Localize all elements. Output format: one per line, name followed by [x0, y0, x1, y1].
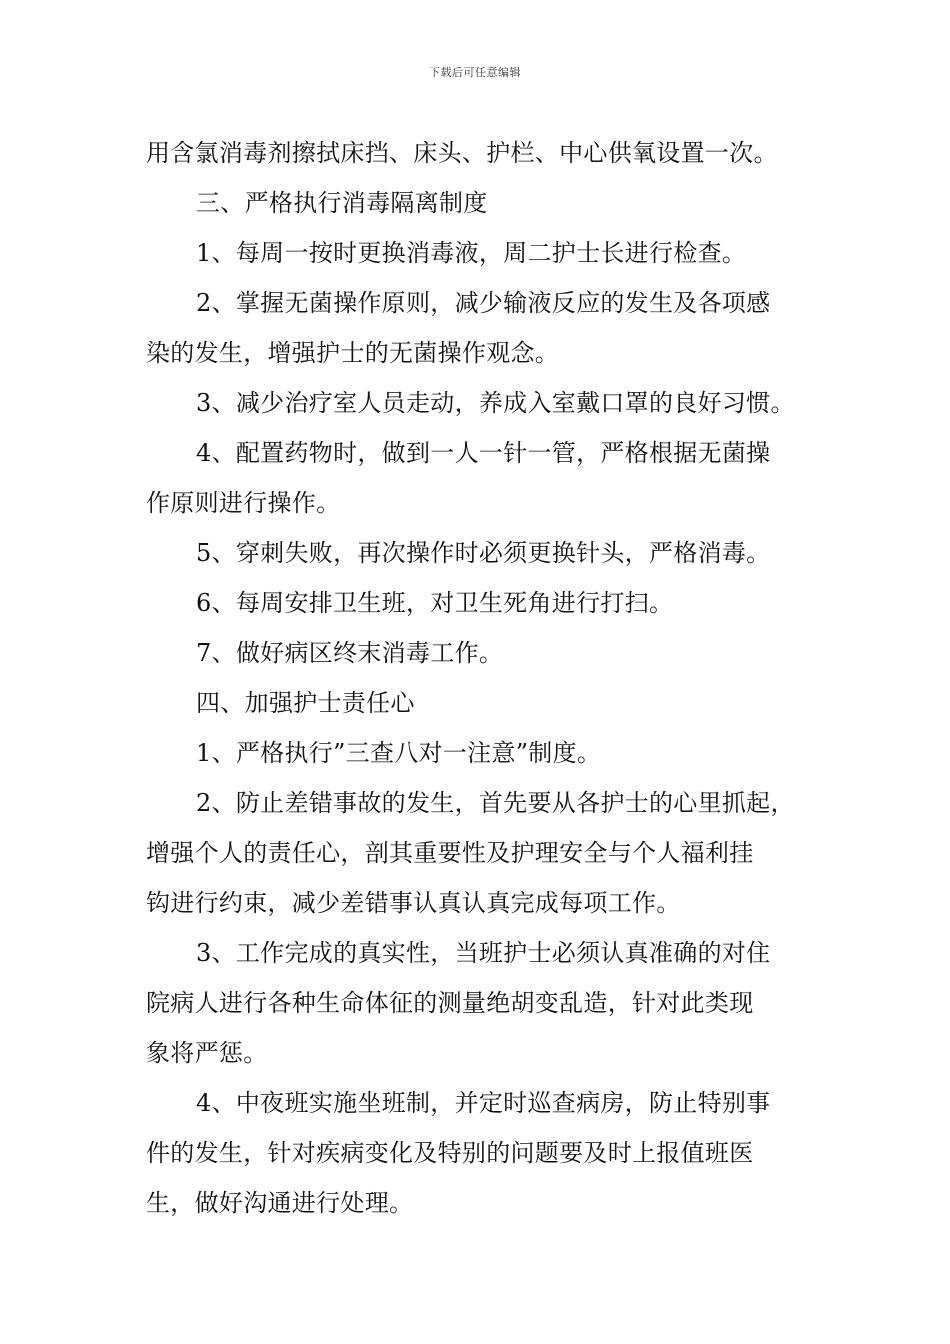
- paragraph-line: 3、工作完成的真实性，当班护士必须认真准确的对住: [196, 939, 771, 967]
- paragraph-line: 2、防止差错事故的发生，首先要从各护士的心里抓起，: [196, 789, 795, 817]
- document-body: [146, 128, 816, 1228]
- paragraph-line: 6、每周安排卫生班，对卫生死角进行打扫。: [196, 589, 674, 617]
- paragraph-line: 用含氯消毒剂擦拭床挡、床头、护栏、中心供氧设置一次。: [146, 139, 778, 167]
- paragraph-line: 3、减少治疗室人员走动，养成入室戴口罩的良好习惯。: [196, 389, 795, 417]
- paragraph-line: 染的发生，增强护士的无菌操作观念。: [146, 339, 560, 367]
- paragraph-line: 7、做好病区终末消毒工作。: [196, 639, 504, 667]
- paragraph-line: 增强个人的责任心，剖其重要性及护理安全与个人福利挂: [146, 839, 754, 867]
- section-heading: 三、严格执行消毒隔离制度: [196, 189, 488, 217]
- paragraph-line: 象将严惩。: [146, 1039, 268, 1067]
- paragraph-line: 作原则进行操作。: [146, 489, 341, 517]
- paragraph-line: 4、中夜班实施坐班制，并定时巡查病房，防止特别事: [196, 1089, 771, 1117]
- paragraph-line: 5、穿刺失败，再次操作时必须更换针头，严格消毒。: [196, 539, 771, 567]
- section-heading: 四、加强护士责任心: [196, 689, 415, 717]
- page-header: 下载后可任意编辑: [429, 66, 521, 79]
- paragraph-line: 件的发生，针对疾病变化及特别的问题要及时上报值班医: [146, 1139, 754, 1167]
- paragraph-line: 钩进行约束，减少差错事认真认真完成每项工作。: [146, 889, 681, 917]
- paragraph-line: 1、严格执行”三查八对一注意”制度。: [196, 739, 602, 767]
- paragraph-line: 2、掌握无菌操作原则，减少输液反应的发生及各项感: [196, 289, 771, 317]
- paragraph-line: 4、配置药物时，做到一人一针一管，严格根据无菌操: [196, 439, 771, 467]
- paragraph-line: 院病人进行各种生命体征的测量绝胡变乱造，针对此类现: [146, 989, 754, 1017]
- paragraph-line: 生，做好沟通进行处理。: [146, 1189, 414, 1217]
- paragraph-line: 1、每周一按时更换消毒液，周二护士长进行检查。: [196, 239, 747, 267]
